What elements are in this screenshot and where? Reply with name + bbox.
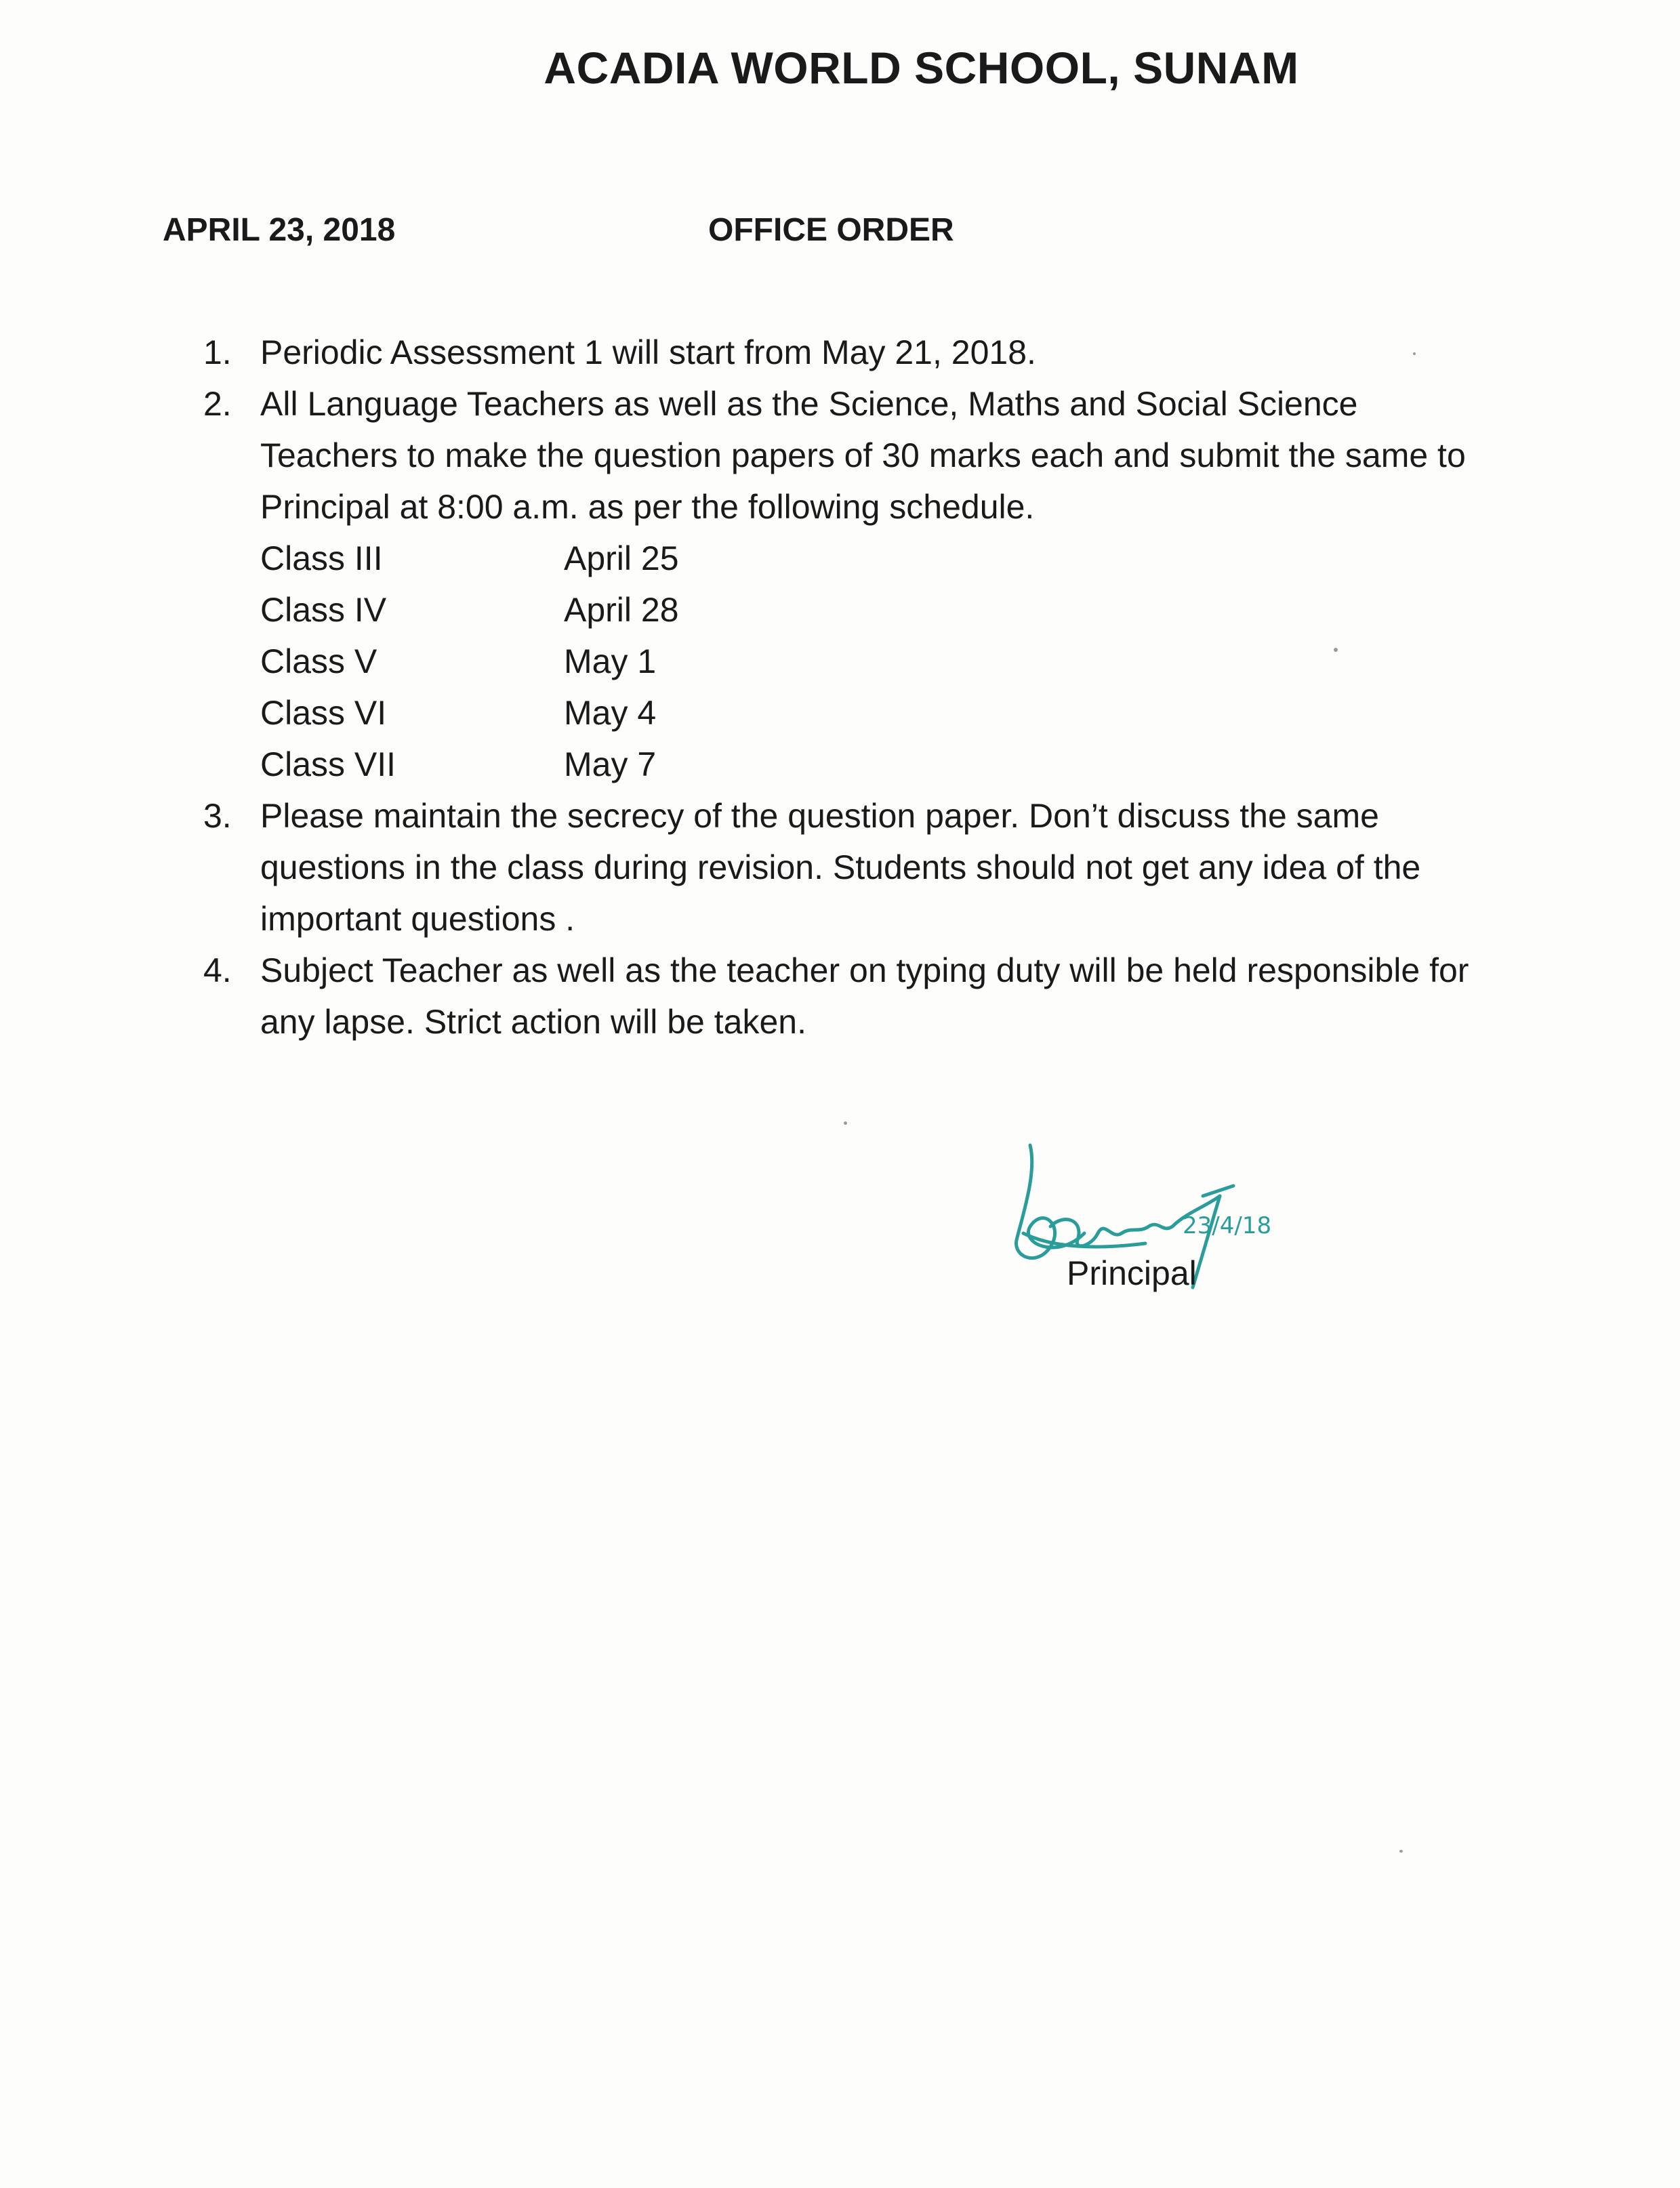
scan-speck [844,1121,847,1125]
schedule-row [260,739,1491,790]
school-name: ACADIA WORLD SCHOOL, SUNAM [544,43,1299,93]
schedule-row [260,636,1491,687]
schedule-date: May 4 [564,694,657,732]
item-number: 1. [203,333,232,371]
item-number: 3. [203,797,232,835]
submission-schedule [260,533,1491,790]
order-date: APRIL 23, 2018 [163,212,396,248]
schedule-class: Class V [260,642,377,680]
scan-speck [1334,648,1338,652]
order-item-4 [203,945,1491,1048]
item-number: 4. [203,951,232,989]
schedule-class: Class VII [260,745,396,783]
schedule-date: April 25 [564,539,679,577]
scan-speck [1413,352,1416,355]
item-text: Periodic Assessment 1 will start from May 21, 2018. [260,333,1036,371]
schedule-row [260,584,1491,636]
order-item-1 [203,327,1491,378]
order-item-3 [203,790,1491,945]
principal-title: Principal [1067,1254,1197,1292]
order-heading: OFFICE ORDER [708,212,954,248]
schedule-class: Class VI [260,694,387,732]
schedule-row [260,687,1491,739]
scan-speck [1399,1850,1403,1853]
schedule-date: May 1 [564,642,657,680]
schedule-row [260,533,1491,584]
schedule-date: May 7 [564,745,657,783]
schedule-date: April 28 [564,591,679,629]
signature-block [1010,1132,1308,1308]
item-text: Subject Teacher as well as the teacher on typing duty will be held responsible for any lapse. Strict action will be taken. [260,951,1469,1041]
order-item-2 [203,378,1491,790]
item-text: All Language Teachers as well as the Science, Maths and Social Science Teachers to make the question papers of 30 marks each and submit the same to Principal at 8:00 a.m. as per the following schedule. [260,385,1466,526]
item-text: Please maintain the secrecy of the question paper. Don’t discuss the same questions in the class during revision. Students should not get any idea of the important questions . [260,797,1421,938]
schedule-class: Class III [260,539,383,577]
schedule-class: Class IV [260,591,387,629]
order-list [203,327,1491,1048]
signature-date-note: 23/4/18 [1183,1212,1272,1239]
item-number: 2. [203,385,232,423]
